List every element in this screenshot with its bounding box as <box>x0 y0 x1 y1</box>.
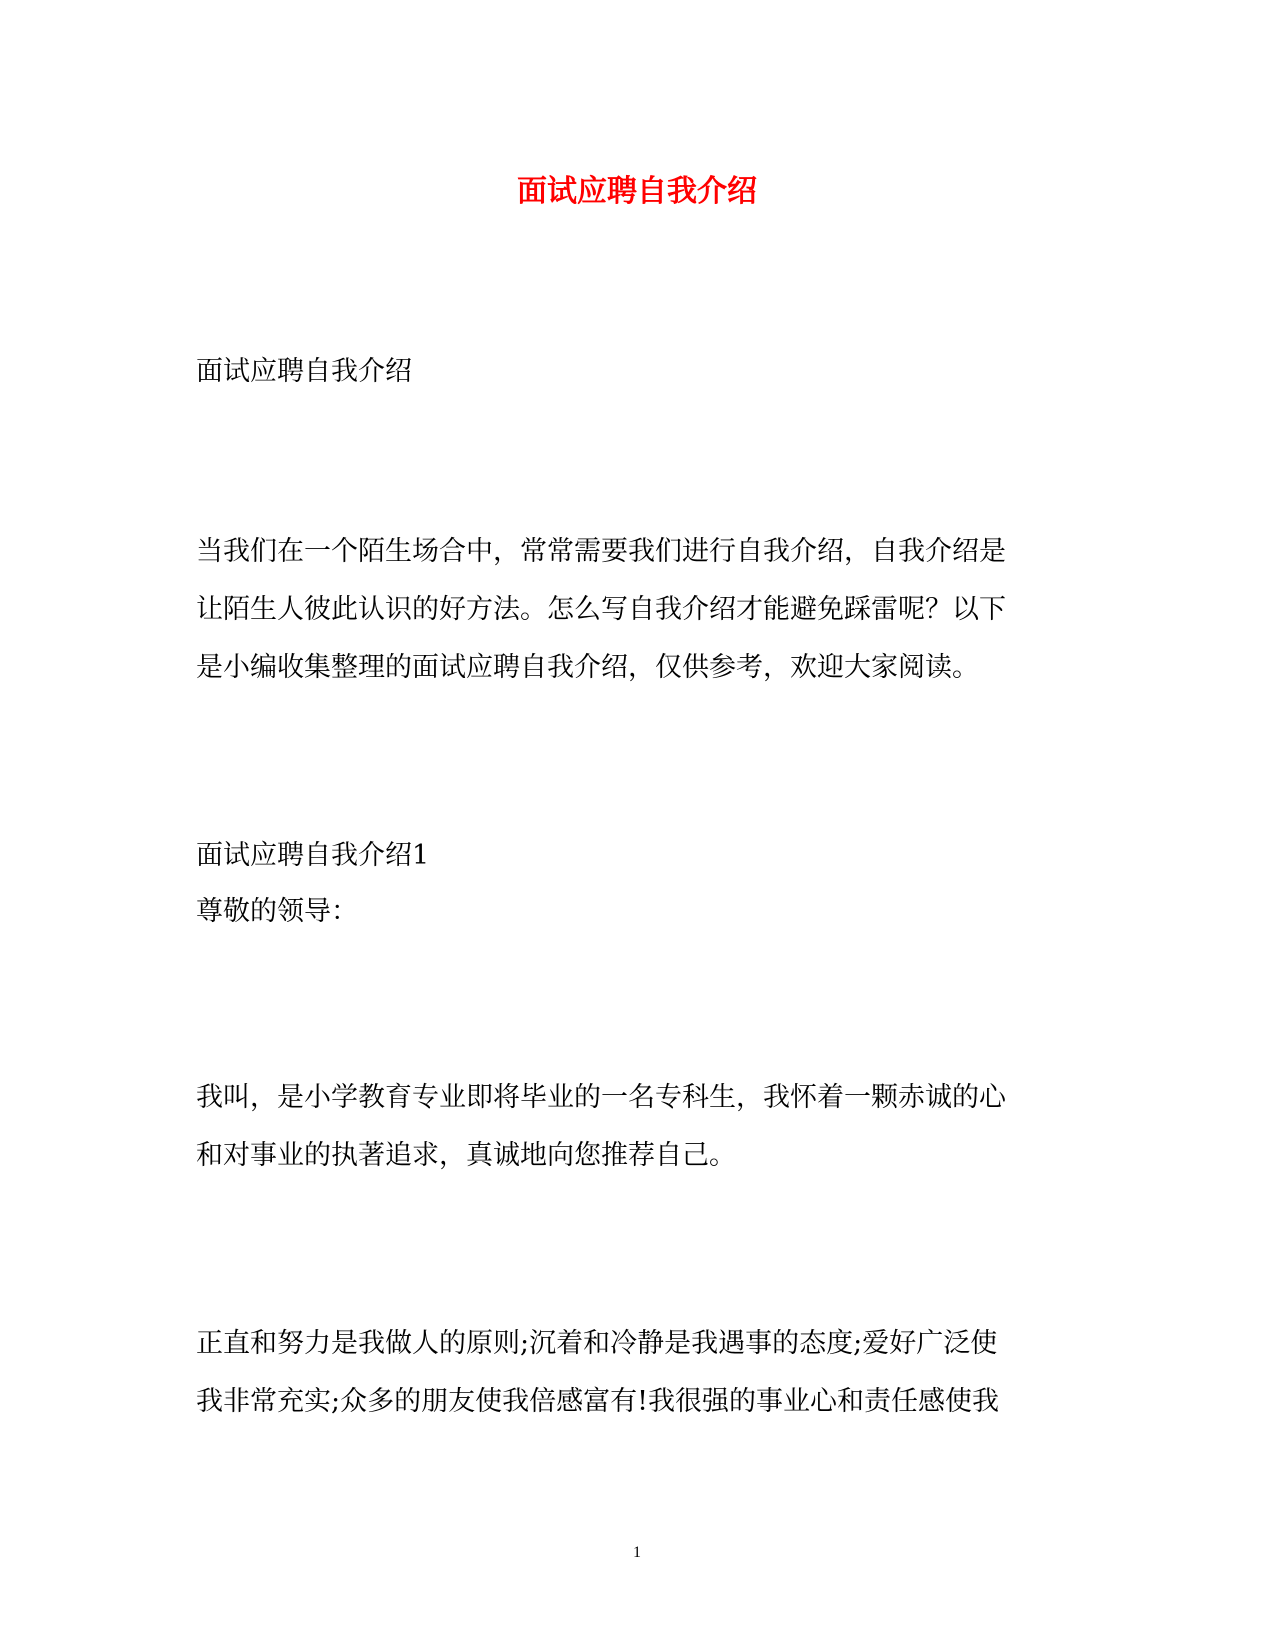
paragraph-line: 我非常充实;众多的朋友使我倍感富有!我很强的事业心和责任感使我 <box>196 1386 999 1417</box>
salutation: 尊敬的领导： <box>196 896 358 927</box>
page-number: 1 <box>633 1544 641 1561</box>
paragraph-line: 和对事业的执著追求，真诚地向您推荐自己。 <box>196 1140 736 1171</box>
paragraph-line: 正直和努力是我做人的原则;沉着和冷静是我遇事的态度;爱好广泛使 <box>196 1328 998 1359</box>
document-subtitle: 面试应聘自我介绍 <box>196 356 412 387</box>
intro-line: 让陌生人彼此认识的好方法。怎么写自我介绍才能避免踩雷呢？以下 <box>196 594 1006 625</box>
intro-line: 当我们在一个陌生场合中，常常需要我们进行自我介绍，自我介绍是 <box>196 536 1006 567</box>
paragraph-line: 我叫，是小学教育专业即将毕业的一名专科生，我怀着一颗赤诚的心 <box>196 1082 1006 1113</box>
section-heading: 面试应聘自我介绍1 <box>196 840 430 871</box>
intro-line: 是小编收集整理的面试应聘自我介绍，仅供参考，欢迎大家阅读。 <box>196 652 979 683</box>
document-title: 面试应聘自我介绍 <box>517 174 757 209</box>
